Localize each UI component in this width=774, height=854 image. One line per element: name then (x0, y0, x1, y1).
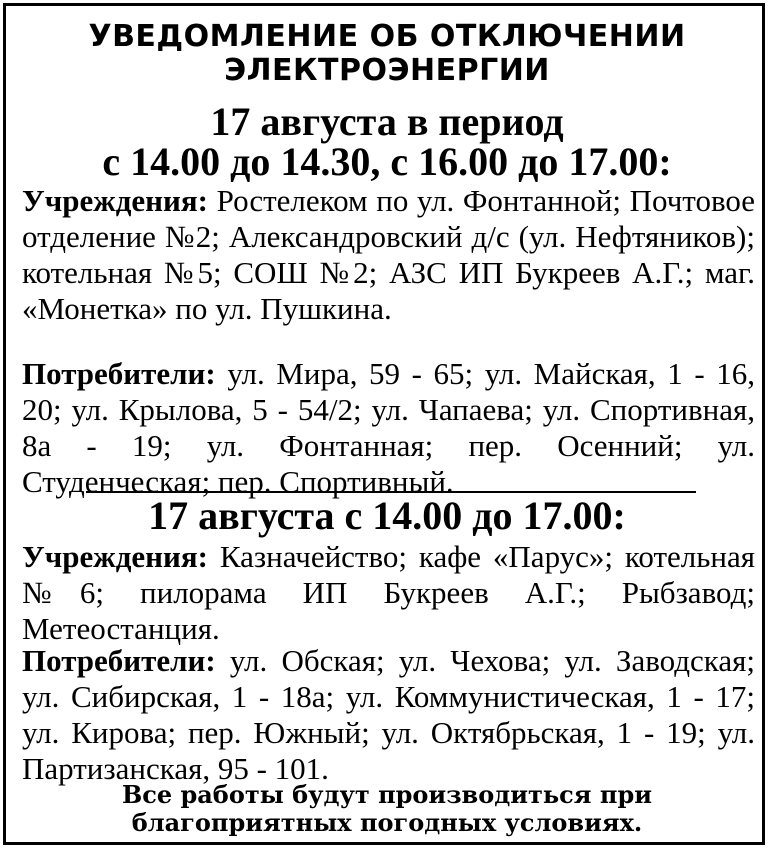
section1-consumers (22, 356, 755, 500)
section2-date-line: 17 августа с 14.00 до 17.00: (148, 493, 626, 538)
section1-date-line2: с 14.00 до 14.30, с 16.00 до 17.00: (102, 139, 672, 184)
section1-date-line1: 17 августа в период (210, 99, 564, 144)
notice-title-line1: УВЕДОМЛЕНИЕ ОБ ОТКЛЮЧЕНИИ (88, 19, 686, 54)
section1-institutions-label: Учреждения: (22, 183, 208, 218)
section1-institutions (22, 183, 755, 327)
section1-consumers-label: Потребители: (22, 356, 216, 391)
section2-institutions-label: Учреждения: (22, 539, 208, 574)
footer-note-line1: Все работы будут производиться при (121, 780, 653, 809)
section2-consumers-text: ул. Обская; ул. Чехова; ул. Заводская; ул. Сибирская, 1 - 18а; ул. Коммунистическая, 1 - 17; ул. Кирова; пер. Южный; ул. Октябрьская, 1 - 19; ул. Партизанская, 95 - 101. (22, 643, 755, 786)
section1-consumers-text: ул. Мира, 59 - 65; ул. Майская, 1 - 16, 20; ул. Крылова, 5 - 54/2; ул. Чапаева; ул. Спортивная, 8а - 19; ул. Фонтанная; пер. Осенний; ул. Студенческая; пер. Спортивный. (22, 356, 756, 499)
notice-frame (3, 3, 765, 845)
section2-institutions-text: Казначейство; кафе «Парус»; котельная №6; пилорама ИП Букреев А.Г.; Рыбзавод; Метеостанция. (22, 539, 755, 646)
section2-institutions (22, 539, 755, 647)
section2-consumers-label: Потребители: (22, 643, 216, 678)
notice-title-line2: ЭЛЕКТРОЭНЕРГИИ (224, 53, 550, 88)
section1-institutions-text: Ростелеком по ул. Фонтанной; Почтовое отделение №2; Александровский д/с (ул. Нефтяников); котельная №5; СОШ №2; АЗС ИП Букреев А.Г.; маг. «Монетка» по ул. Пушкина. (22, 183, 756, 326)
section2-consumers (22, 643, 755, 787)
footer-note-line2: благоприятных погодных условиях. (131, 808, 643, 837)
